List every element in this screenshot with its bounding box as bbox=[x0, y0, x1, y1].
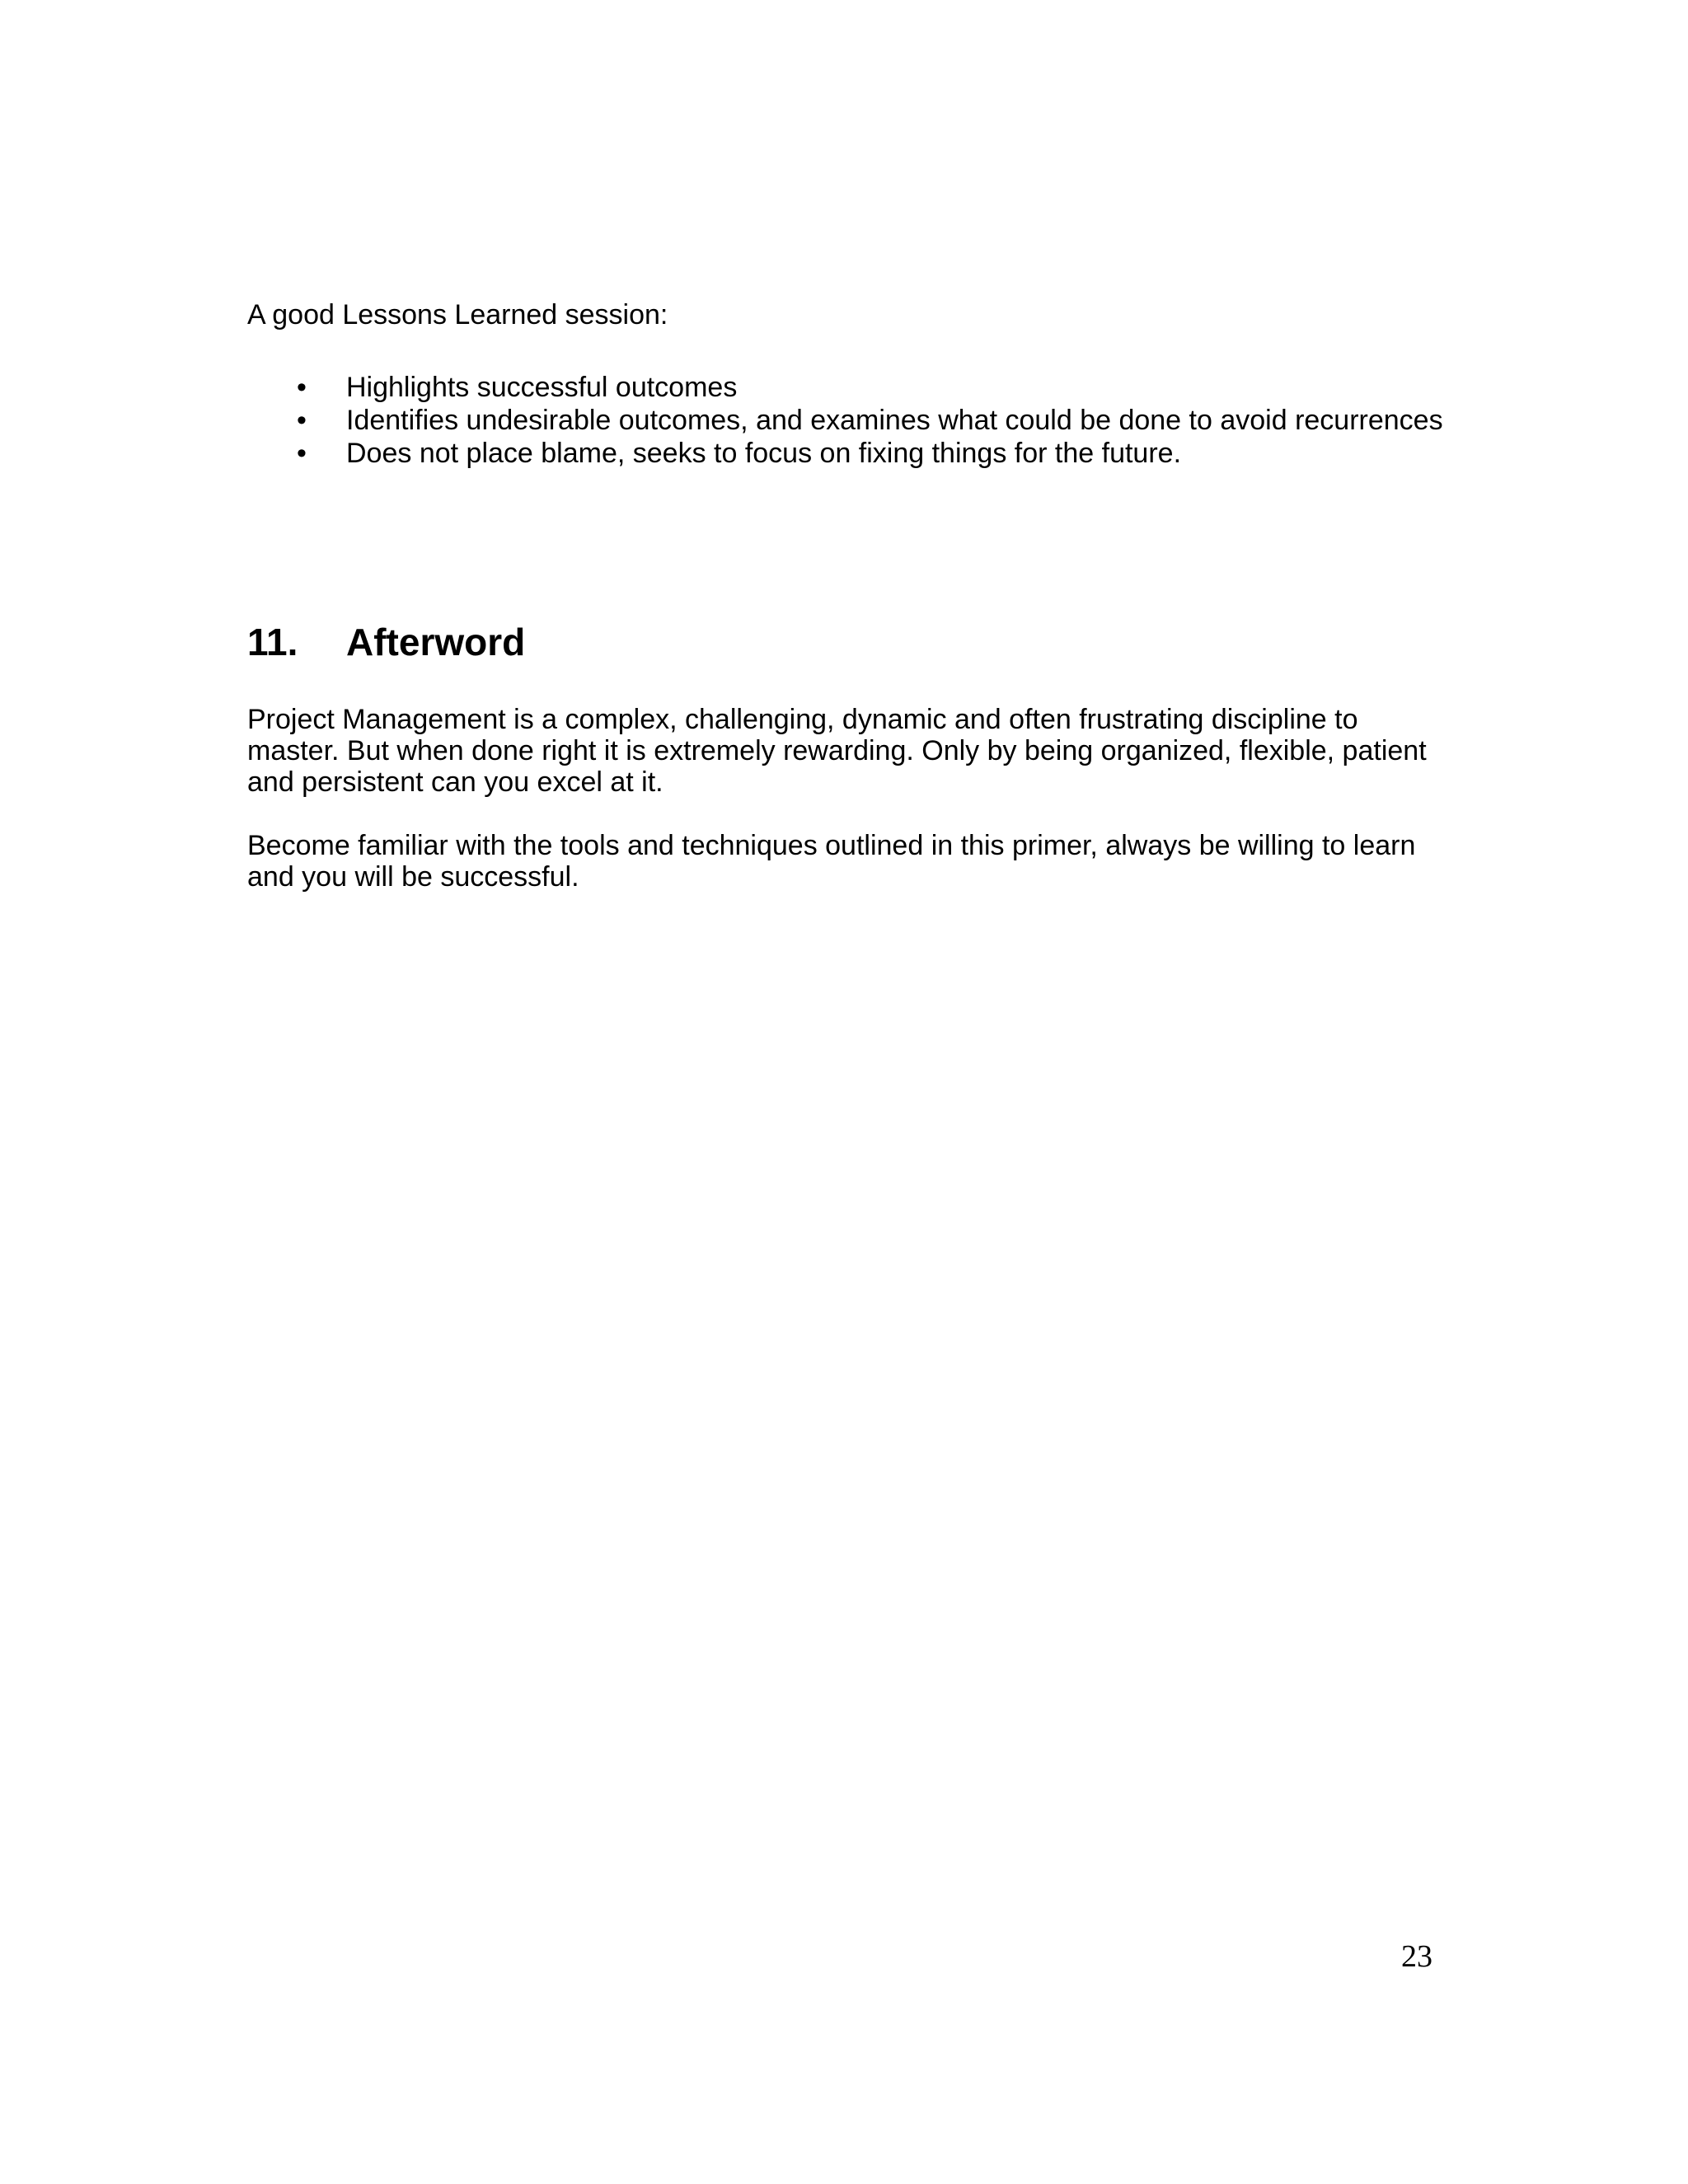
page-number: 23 bbox=[1401, 1939, 1432, 1974]
list-item-text: Does not place blame, seeks to focus on fixing things for the future. bbox=[346, 438, 1182, 469]
list-item bbox=[247, 404, 1467, 437]
bullet-marker: • bbox=[297, 405, 307, 436]
bullet-marker: • bbox=[297, 438, 307, 469]
section-title: Afterword bbox=[346, 621, 526, 663]
paragraph: Project Management is a complex, challenging, dynamic and often frustrating discipline to master. But when done right it is extremely rewarding. Only by being organized, flexible, patient and persistent can you excel at it. bbox=[247, 704, 1427, 798]
list-item bbox=[247, 371, 1467, 404]
intro-text: A good Lessons Learned session: bbox=[247, 299, 668, 330]
bullet-list bbox=[247, 371, 1467, 470]
list-item bbox=[247, 437, 1467, 470]
list-item-text: Highlights successful outcomes bbox=[346, 372, 738, 403]
section-heading bbox=[247, 620, 525, 664]
section-number: 11. bbox=[247, 621, 298, 663]
paragraph: Become familiar with the tools and techniques outlined in this primer, always be willing to learn and you will be successful. bbox=[247, 830, 1416, 893]
list-item-text: Identifies undesirable outcomes, and examines what could be done to avoid recurrences bbox=[346, 405, 1443, 436]
bullet-marker: • bbox=[297, 372, 307, 403]
